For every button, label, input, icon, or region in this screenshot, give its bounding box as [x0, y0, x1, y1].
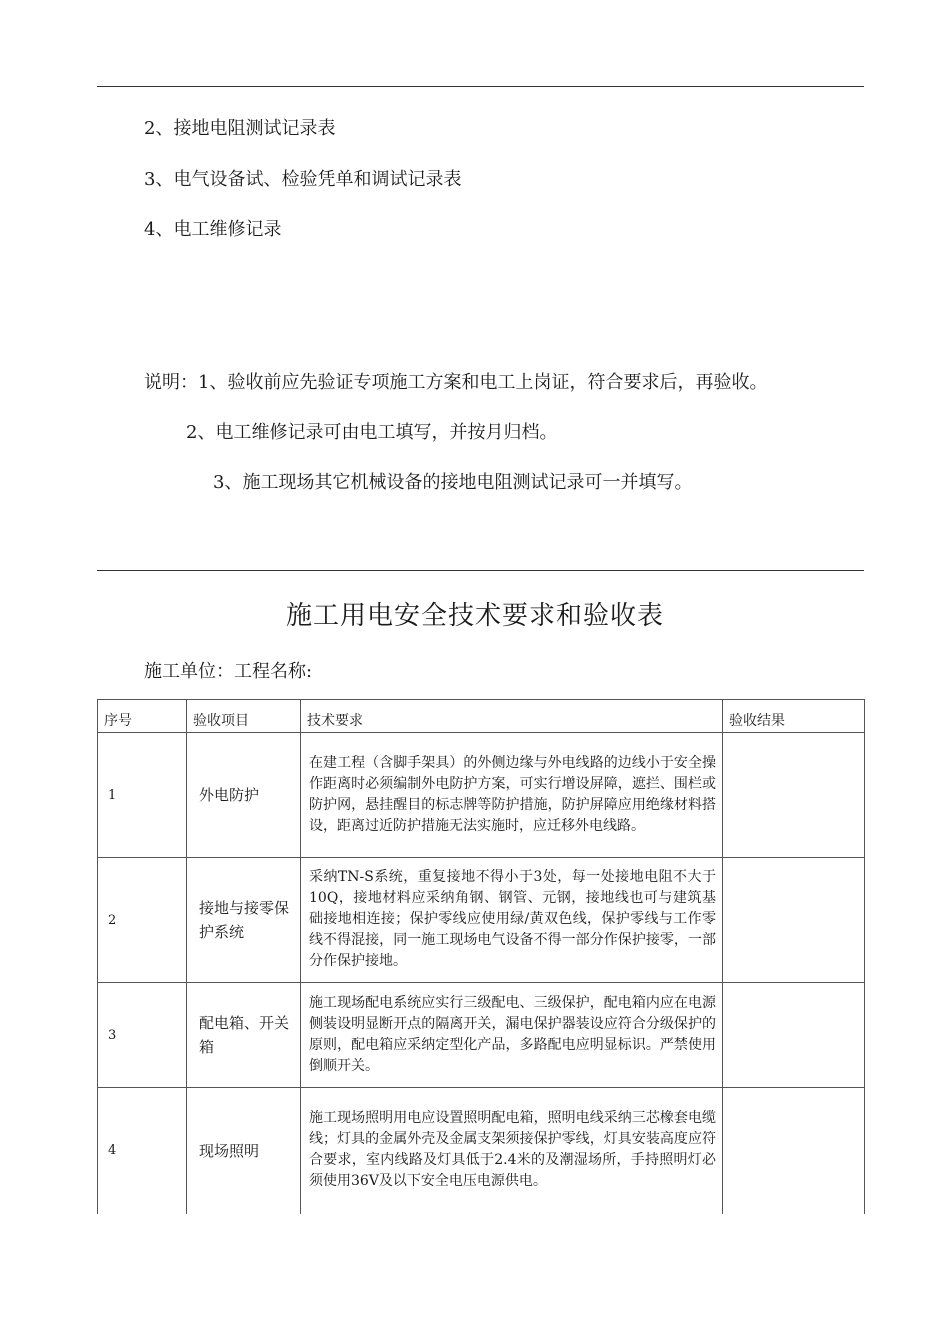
row-item: 现场照明 — [187, 1088, 301, 1214]
row-no: 4 — [98, 1088, 187, 1214]
row-requirement: 在建工程（含脚手架具）的外侧边缘与外电线路的边线小于安全操作距离时必须编制外电防护方案，可实行增设屏障，遮拦、围栏或防护网，悬挂醒目的标志牌等防护措施，防护屏障应用绝缘材料搭设，距离过近防护措施无法实施时，应迁移外电线路。 — [301, 733, 723, 858]
row-item: 接地与接零保护系统 — [187, 858, 301, 983]
section-divider — [97, 570, 864, 571]
row-no: 1 — [98, 733, 187, 858]
row-requirement: 施工现场照明用电应设置照明配电箱，照明电线采纳三芯橡套电缆线；灯具的金属外壳及金属支架须接保护零线，灯具安装高度应符合要求，室内线路及灯具低于2.4米的及潮湿场所，手持照明灯必须使用36V及以下安全电压电源供电。 — [301, 1088, 723, 1214]
table-row — [98, 983, 865, 1088]
form-meta: 施工单位：工程名称: — [144, 661, 313, 682]
row-item: 配电箱、开关箱 — [187, 983, 301, 1088]
row-requirement: 施工现场配电系统应实行三级配电、三级保护，配电箱内应在电源侧装设明显断开点的隔离开关，漏电保护器装设应符合分级保护的原则，配电箱应采纳定型化产品，多路配电应明显标识。严禁使用倒顺开关。 — [301, 983, 723, 1088]
header-no: 序号 — [98, 700, 187, 733]
table-row — [98, 733, 865, 858]
row-result — [723, 733, 865, 858]
note-line: 说明：1、验收前应先验证专项施工方案和电工上岗证，符合要求后，再验收。 — [144, 372, 768, 393]
header-item: 验收项目 — [187, 700, 301, 733]
header-result: 验收结果 — [723, 700, 865, 733]
row-no: 3 — [98, 983, 187, 1088]
table-row — [98, 858, 865, 983]
table-row — [98, 1088, 865, 1214]
row-item: 外电防护 — [187, 733, 301, 858]
acceptance-table — [97, 699, 865, 1214]
row-result — [723, 858, 865, 983]
header-requirement: 技术要求 — [301, 700, 723, 733]
top-divider — [97, 86, 864, 87]
attachment-item: 3、电气设备试、检验凭单和调试记录表 — [144, 169, 462, 190]
note-line: 2、电工维修记录可由电工填写，并按月归档。 — [186, 422, 558, 443]
attachment-item: 2、接地电阻测试记录表 — [144, 118, 336, 139]
row-requirement: 采纳TN-S系统，重复接地不得小于3处，每一处接地电阻不大于10Q，接地材料应采纳角钢、钢管、元钢，接地线也可与建筑基础接地相连接；保护零线应使用绿/黄双色线，保护零线与工作零线不得混接，同一施工现场电气设备不得一部分作保护接零，一部分作保护接地。 — [301, 858, 723, 983]
row-result — [723, 983, 865, 1088]
form-title: 施工用电安全技术要求和验收表 — [285, 601, 664, 631]
row-no: 2 — [98, 858, 187, 983]
attachment-item: 4、电工维修记录 — [144, 219, 282, 240]
note-line: 3、施工现场其它机械设备的接地电阻测试记录可一并填写。 — [213, 472, 693, 493]
table-header-row — [98, 700, 865, 733]
row-result — [723, 1088, 865, 1214]
